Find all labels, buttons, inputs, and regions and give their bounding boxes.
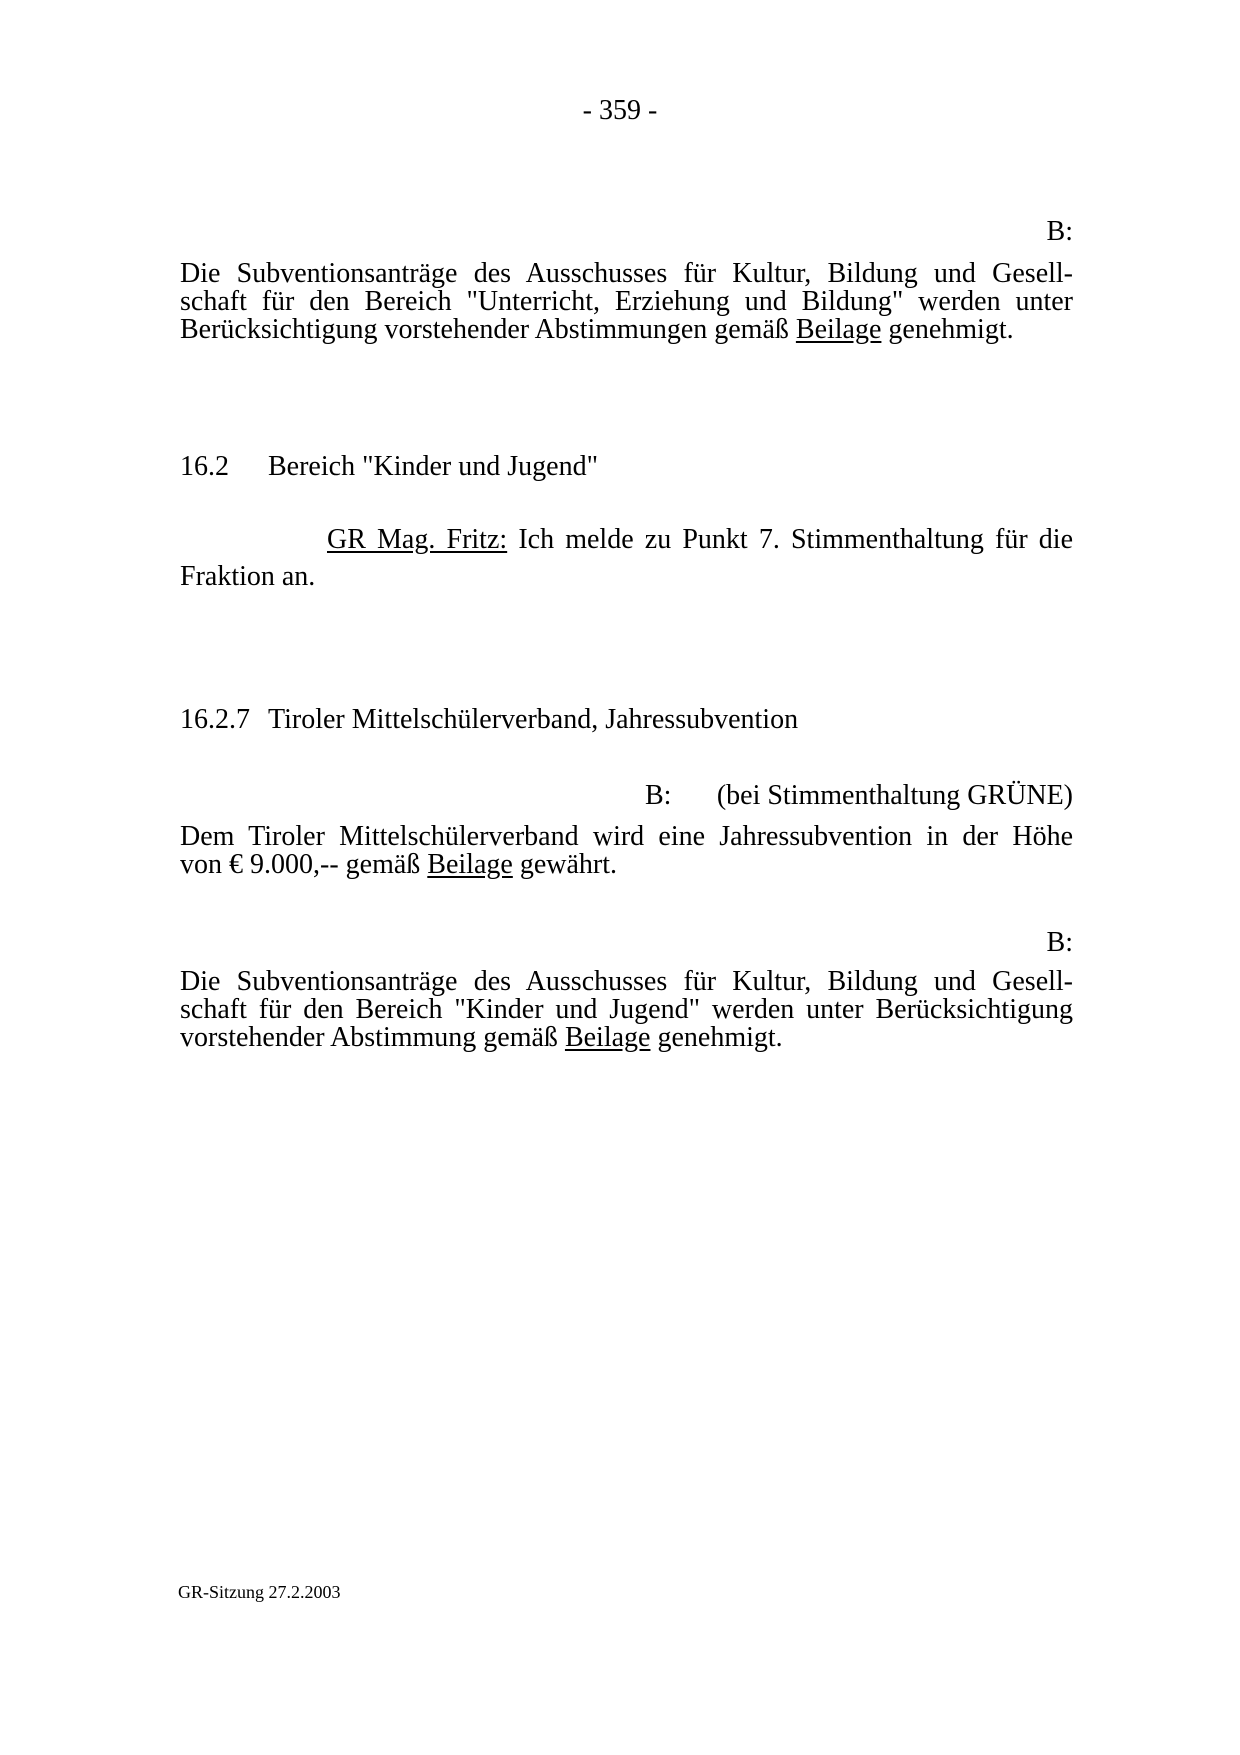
section-number: 16.2 — [180, 451, 229, 482]
speaker-name: GR Mag. Fritz: — [327, 524, 508, 555]
paragraph-line: schaft für den Bereich "Unterricht, Erziehung und Bildung" werden unter — [180, 286, 1073, 317]
paragraph-line — [180, 526, 1073, 554]
decision-label: B: — [645, 780, 672, 811]
decision-paragraph — [180, 823, 1073, 879]
paragraph-text: genehmigt. — [888, 314, 1014, 345]
beilage-link[interactable]: Beilage — [427, 849, 513, 880]
decision-paragraph — [180, 260, 1073, 344]
paragraph-text: gewährt. — [519, 849, 618, 880]
paragraph-line — [180, 851, 1073, 879]
paragraph-line — [180, 316, 1073, 344]
footer-session-date: GR-Sitzung 27.2.2003 — [178, 1582, 341, 1602]
statement-text-continued: Fraktion an. — [180, 561, 316, 592]
paragraph-line — [180, 1024, 1073, 1052]
paragraph-text: genehmigt. — [657, 1022, 783, 1053]
statement-text: Ich melde zu Punkt 7. Stimmenthaltung für die — [518, 524, 1074, 555]
paragraph-line: Dem Tiroler Mittelschülerverband wird eine Jahressubvention in der Höhe — [180, 821, 1073, 852]
beilage-link[interactable]: Beilage — [564, 1022, 651, 1053]
page-number: - 359 - — [582, 95, 658, 126]
paragraph-line: schaft für den Bereich "Kinder und Jugend" werden unter Berücksichtigung — [180, 994, 1073, 1025]
paragraph-text: Berücksichtigung vorstehender Abstimmungen gemäß — [180, 314, 789, 345]
paragraph-text: von € 9.000,-- gemäß — [180, 849, 421, 880]
paragraph-text: vorstehender Abstimmung gemäß — [180, 1022, 558, 1053]
decision-note: (bei Stimmenthaltung GRÜNE) — [716, 780, 1073, 811]
paragraph-line: Die Subventionsanträge des Ausschusses für Kultur, Bildung und Gesell- — [180, 258, 1073, 289]
beilage-link[interactable]: Beilage — [795, 314, 882, 345]
statement-paragraph — [180, 526, 1073, 554]
decision-label: B: — [1046, 927, 1073, 958]
paragraph-line: Die Subventionsanträge des Ausschusses für Kultur, Bildung und Gesell- — [180, 966, 1073, 997]
decision-label: B: — [1046, 216, 1073, 247]
decision-paragraph — [180, 968, 1073, 1052]
section-title: Bereich "Kinder und Jugend" — [268, 451, 598, 482]
section-number: 16.2.7 — [180, 704, 250, 735]
section-title: Tiroler Mittelschülerverband, Jahressubvention — [268, 704, 799, 735]
